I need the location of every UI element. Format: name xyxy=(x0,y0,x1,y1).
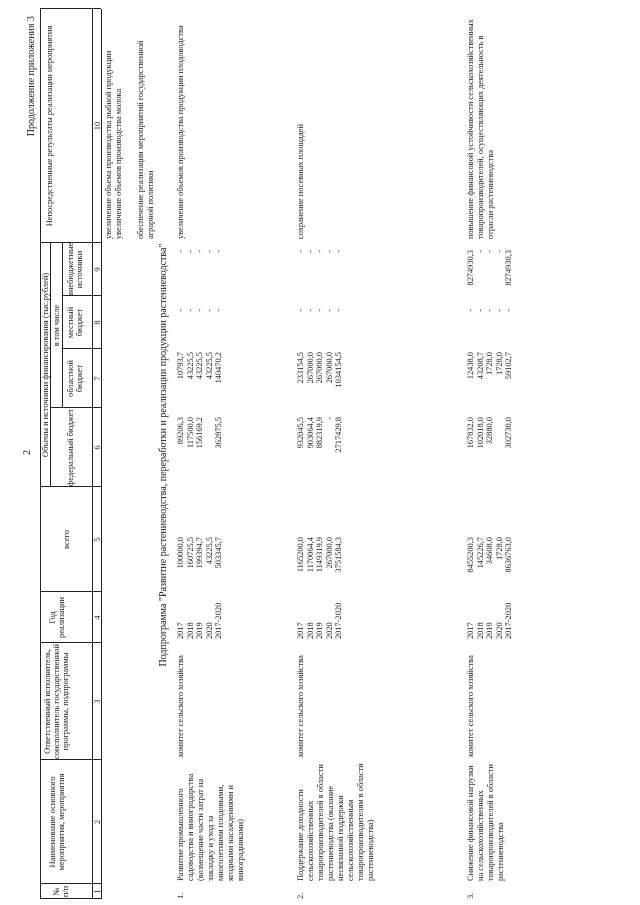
row-1-responsible: комитет сельского хозяйства xyxy=(176,655,185,757)
row-3-total xyxy=(466,537,514,592)
regional-cell: 43225,5 xyxy=(195,352,205,380)
local-cell: - xyxy=(176,309,185,312)
header-name: Наименование основного мероприятия, мероприятия xyxy=(48,773,66,871)
header-federal: федеральный бюджет xyxy=(66,408,75,487)
regional-cell: 267000,0 xyxy=(315,352,325,384)
year-cell: 2017-2020 xyxy=(214,602,224,639)
subprogram-title: Подпрограмма "Развитие растениеводства, переработки и реализации продукции растениеводства" xyxy=(158,243,169,667)
row-1-name: Развитие промышленного садоводства и виноградарства (возмещение части затрат на закладку и уход за многолетними плодовыми, ягодными насаждениями и виноградниками) xyxy=(176,773,245,881)
extrabudget-cell: - xyxy=(315,250,325,253)
extrabudget-cell: 8274930,3 xyxy=(504,250,514,286)
header-total: всего xyxy=(62,530,71,549)
regional-cell: 43208,7 xyxy=(475,352,485,380)
regional-cell: 1728,0 xyxy=(494,352,504,376)
extrabudget-cell: - xyxy=(324,250,334,253)
preceding-result-b: обеспечение реализации мероприятий государственной аграрной политики xyxy=(136,40,155,239)
row-1-number: 1. xyxy=(176,892,185,899)
regional-cell: 43225,5 xyxy=(185,352,195,380)
column-number-2: 2 xyxy=(93,819,102,825)
column-number-6: 6 xyxy=(93,445,102,450)
header-extrabudget: внебюджетные источники xyxy=(66,242,84,296)
header-in-including: в том числе xyxy=(52,304,61,347)
row-3-name: Снижение финансовой нагрузки на сельскохозяйственных товаропроизводителей в области растениеводства xyxy=(466,764,505,881)
extrabudget-cell: - xyxy=(485,250,495,253)
year-cell: 2017 xyxy=(296,622,305,639)
total-cell: 1170064,4 xyxy=(305,537,315,573)
year-cell: 2018 xyxy=(475,622,485,639)
header-responsible: Ответственный исполнитель, соисполнитель государственной программы, подпрограммы xyxy=(43,644,70,759)
row-3-number: 3. xyxy=(466,892,475,899)
local-cell: - xyxy=(214,309,224,312)
row-1-regional xyxy=(176,352,224,408)
total-cell: 8455200,3 xyxy=(466,537,475,573)
row-3-extrabudget xyxy=(466,250,514,296)
regional-cell: 267000,0 xyxy=(305,352,315,384)
local-cell: - xyxy=(204,309,214,312)
row-3-regional xyxy=(466,352,514,408)
federal-cell: 903064,4 xyxy=(305,417,315,449)
page-number: 2 xyxy=(22,450,33,455)
local-cell: - xyxy=(466,309,475,312)
local-cell: - xyxy=(296,309,305,312)
header-regional: областной бюджет xyxy=(66,360,84,397)
column-number-4: 4 xyxy=(93,615,102,620)
federal-cell: 167832,0 xyxy=(466,417,475,449)
extrabudget-cell: - xyxy=(176,250,185,253)
total-cell: 199394,7 xyxy=(195,537,205,569)
regional-cell: 59102,7 xyxy=(504,352,514,380)
row-3-federal xyxy=(466,417,514,487)
federal-cell: 102018,0 xyxy=(475,417,485,449)
year-cell: 2017 xyxy=(466,622,475,639)
year-cell: 2017 xyxy=(176,622,185,639)
row-3-result: повышение финансовой устойчивости сельскохозяйственных товаропроизводителей, осуществляющих деятельность в отрасли растениеводства xyxy=(466,19,495,239)
total-cell: 8636763,0 xyxy=(504,537,514,573)
extrabudget-cell: - xyxy=(475,250,485,253)
column-number-7: 7 xyxy=(93,376,102,381)
extrabudget-cell: 8274930,3 xyxy=(466,250,475,286)
regional-cell: 43225,5 xyxy=(204,352,214,380)
continuation-label: Продолжение приложения 3 xyxy=(26,16,37,137)
total-cell: 267000,0 xyxy=(324,537,334,569)
column-number-1: 1 xyxy=(93,889,102,894)
row-2-responsible: комитет сельского хозяйства xyxy=(296,655,305,757)
row-2-extrabudget xyxy=(296,250,344,296)
extrabudget-cell: - xyxy=(195,250,205,253)
year-cell: 2020 xyxy=(204,622,214,639)
federal-cell: 2717429,8 xyxy=(334,417,344,453)
federal-cell xyxy=(205,417,215,487)
row-1-local xyxy=(176,309,224,349)
regional-cell: 140470,2 xyxy=(214,352,224,384)
column-number-5: 5 xyxy=(93,537,102,542)
row-1-result: увеличение объемов производства продукции плодоводства xyxy=(176,25,185,239)
extrabudget-cell: - xyxy=(334,250,344,253)
column-number-10: 10 xyxy=(93,121,102,131)
header-funding-group: Объемы и источники финансирования (тыс.рублей) xyxy=(41,272,50,458)
year-cell: 2019 xyxy=(315,622,325,639)
local-cell: - xyxy=(195,309,205,312)
federal-cell: 882319,9 xyxy=(315,417,325,449)
preceding-result-a: увеличение объема производства рыбной продукции увеличение объемов производства молока xyxy=(104,50,123,239)
federal-cell: 932045,5 xyxy=(296,417,305,449)
row-1-federal xyxy=(176,417,224,487)
row-2-federal xyxy=(296,417,344,487)
regional-cell: 10793,7 xyxy=(176,352,185,380)
year-cell: 2018 xyxy=(305,622,315,639)
row-2-result: сохранение посевных площадей xyxy=(296,124,305,239)
regional-cell: 267000,0 xyxy=(324,352,334,384)
total-cell: 1149319,9 xyxy=(315,537,325,573)
row-2-local xyxy=(296,309,344,349)
regional-cell: 12438,0 xyxy=(466,352,475,380)
year-cell: 2018 xyxy=(185,622,195,639)
column-number-8: 8 xyxy=(93,320,102,325)
total-cell: 34608,0 xyxy=(485,537,495,565)
local-cell: - xyxy=(504,309,514,312)
row-2-regional xyxy=(296,352,344,408)
local-cell: - xyxy=(315,309,325,312)
row-3-local xyxy=(466,309,514,349)
total-cell: 43225,5 xyxy=(204,537,214,565)
extrabudget-cell: - xyxy=(494,250,504,253)
row-1-total xyxy=(176,537,224,592)
local-cell: - xyxy=(485,309,495,312)
year-cell: 2017-2020 xyxy=(504,602,514,639)
federal-cell xyxy=(495,417,505,487)
total-cell: 145226,7 xyxy=(475,537,485,569)
header-results: Непосредственные результаты реализации мероприятия xyxy=(45,25,54,227)
federal-cell: 302730,0 xyxy=(504,417,514,449)
row-3-responsible: комитет сельского хозяйства xyxy=(466,655,475,757)
federal-cell: 32880,0 xyxy=(485,417,495,445)
year-cell: 2020 xyxy=(494,622,504,639)
extrabudget-cell: - xyxy=(204,250,214,253)
column-number-9: 9 xyxy=(93,267,102,272)
row-1-extrabudget xyxy=(176,250,224,296)
extrabudget-cell: - xyxy=(214,250,224,253)
extrabudget-cell: - xyxy=(296,250,305,253)
total-cell: 160725,5 xyxy=(185,537,195,569)
year-cell: 2020 xyxy=(324,622,334,639)
year-cell: 2019 xyxy=(195,622,205,639)
extrabudget-cell: - xyxy=(185,250,195,253)
federal-cell: - xyxy=(324,417,334,420)
total-cell: 503345,7 xyxy=(214,537,224,569)
regional-cell: 233154,5 xyxy=(296,352,305,384)
row-2-total xyxy=(296,537,344,592)
local-cell: - xyxy=(324,309,334,312)
federal-cell: 362875,5 xyxy=(214,417,224,449)
row-2-years xyxy=(296,591,344,643)
extrabudget-cell: - xyxy=(305,250,315,253)
year-cell: 2019 xyxy=(485,622,495,639)
local-cell: - xyxy=(185,309,195,312)
year-cell: 2017-2020 xyxy=(334,602,344,639)
federal-cell: 89206,3 xyxy=(176,417,185,445)
federal-cell: 156169,2 xyxy=(195,417,205,449)
row-3-years xyxy=(466,591,514,643)
total-cell: 1728,0 xyxy=(494,537,504,561)
federal-cell: 117500,0 xyxy=(185,417,195,449)
local-cell: - xyxy=(494,309,504,312)
header-year: Год реализации xyxy=(48,597,66,638)
regional-cell: 1728,0 xyxy=(485,352,495,376)
total-cell: 100000,0 xyxy=(176,537,185,569)
total-cell: 3751584,3 xyxy=(334,537,344,573)
row-2-number: 2. xyxy=(296,892,305,899)
row-1-years xyxy=(176,591,224,643)
column-number-3: 3 xyxy=(93,699,102,704)
local-cell: - xyxy=(305,309,315,312)
regional-cell: 1034154,5 xyxy=(334,352,344,388)
local-cell: - xyxy=(475,309,485,312)
header-num: № п/п xyxy=(52,885,70,898)
local-cell: - xyxy=(334,309,344,312)
header-local: местный бюджет xyxy=(66,306,84,339)
total-cell: 1165200,0 xyxy=(296,537,305,573)
row-2-name: Поддержание доходности сельскохозяйственных товаропроизводителей в области растениеводства (оказание несвязанной поддержки сельскохозяйственным товаропроизводителям в области растениеводства) xyxy=(296,763,375,881)
